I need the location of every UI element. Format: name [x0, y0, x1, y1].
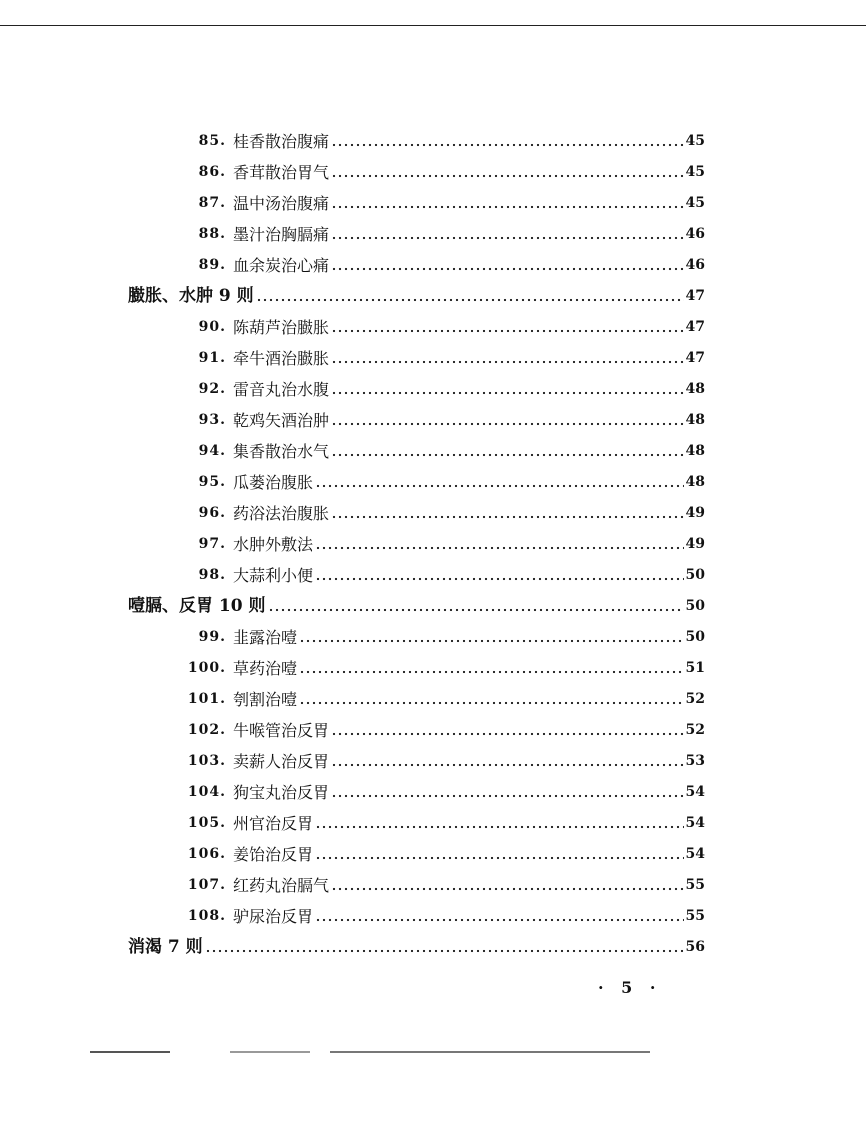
- toc-section: [128, 281, 705, 312]
- toc-entry: [170, 498, 705, 529]
- entry-page: 53: [685, 753, 705, 769]
- entry-number: 86.: [198, 164, 226, 180]
- entry-page: 54: [685, 846, 705, 862]
- entry-page: 48: [685, 381, 705, 397]
- entry-page: 45: [685, 195, 705, 211]
- entry-page: 46: [685, 257, 705, 273]
- entry-number: 97.: [198, 536, 226, 552]
- entry-page: 48: [685, 474, 705, 490]
- dot-leader: [268, 608, 684, 612]
- entry-number: 94.: [198, 443, 226, 459]
- entry-title: 驴尿治反胃: [233, 907, 314, 926]
- entry-number: 106.: [187, 846, 226, 862]
- entry-number: 90.: [198, 319, 226, 335]
- toc-entry: [170, 901, 705, 932]
- toc-entry: [170, 715, 705, 746]
- page-number: · 5 ·: [598, 978, 662, 997]
- dot-leader: [315, 546, 684, 550]
- entry-page: 50: [685, 629, 705, 645]
- toc-entry: [170, 684, 705, 715]
- toc-section: [128, 932, 705, 963]
- toc-entry: [170, 870, 705, 901]
- entry-title: 乾鸡矢酒治肿: [233, 411, 330, 430]
- entry-page: 45: [685, 164, 705, 180]
- toc-entry: [170, 467, 705, 498]
- entry-page: 55: [685, 908, 705, 924]
- entry-number: 85.: [198, 133, 226, 149]
- entry-page: 46: [685, 226, 705, 242]
- entry-number: 100.: [187, 660, 226, 676]
- dot-leader: [331, 391, 684, 395]
- toc-entry: [170, 312, 705, 343]
- dot-leader: [331, 329, 684, 333]
- scan-artifact: [330, 1051, 650, 1053]
- toc-entry: [170, 374, 705, 405]
- entry-number: 108.: [187, 908, 226, 924]
- toc-entry: [170, 777, 705, 808]
- entry-number: 89.: [198, 257, 226, 273]
- toc-entry: [170, 560, 705, 591]
- toc-entry: [170, 126, 705, 157]
- entry-number: 87.: [198, 195, 226, 211]
- dot-leader: [205, 949, 684, 953]
- scan-artifact: [230, 1051, 310, 1053]
- entry-number: 107.: [187, 877, 226, 893]
- dot-leader: [331, 732, 684, 736]
- entry-title: 刳割治噎: [233, 690, 298, 709]
- entry-number: 91.: [198, 350, 226, 366]
- dot-leader: [331, 887, 684, 891]
- entry-page: 51: [685, 660, 705, 676]
- toc-entry: [170, 746, 705, 777]
- entry-page: 48: [685, 412, 705, 428]
- entry-page: 54: [685, 784, 705, 800]
- entry-number: 96.: [198, 505, 226, 521]
- toc-entry: [170, 653, 705, 684]
- dot-leader: [315, 918, 684, 922]
- dot-leader: [299, 701, 684, 705]
- dot-leader: [331, 143, 684, 147]
- entry-title: 狗宝丸治反胃: [233, 783, 330, 802]
- entry-number: 105.: [187, 815, 226, 831]
- entry-title: 温中汤治腹痛: [233, 194, 330, 213]
- entry-title: 大蒜利小便: [233, 566, 314, 585]
- entry-page: 52: [685, 691, 705, 707]
- dot-leader: [331, 515, 684, 519]
- entry-title: 水肿外敷法: [233, 535, 314, 554]
- entry-title: 消渴 7 则: [128, 937, 203, 957]
- toc-entry: [170, 188, 705, 219]
- entry-title: 噎膈、反胃 10 则: [128, 596, 266, 616]
- entry-title: 香茸散治胃气: [233, 163, 330, 182]
- dot-leader: [331, 763, 684, 767]
- entry-title: 血余炭治心痛: [233, 256, 330, 275]
- entry-number: 95.: [198, 474, 226, 490]
- toc-section: [128, 591, 705, 622]
- dot-leader: [315, 856, 684, 860]
- entry-title: 卖薪人治反胃: [233, 752, 330, 771]
- dot-leader: [331, 236, 684, 240]
- entry-page: 49: [685, 536, 705, 552]
- entry-number: 93.: [198, 412, 226, 428]
- entry-number: 103.: [187, 753, 226, 769]
- dot-leader: [331, 360, 684, 364]
- scan-artifact: [90, 1051, 170, 1053]
- entry-page: 48: [685, 443, 705, 459]
- entry-page: 55: [685, 877, 705, 893]
- entry-title: 牵牛酒治臌胀: [233, 349, 330, 368]
- entry-number: 101.: [187, 691, 226, 707]
- entry-page: 52: [685, 722, 705, 738]
- dot-leader: [315, 484, 684, 488]
- entry-number: 104.: [187, 784, 226, 800]
- entry-title: 臌胀、水肿 9 则: [128, 286, 254, 306]
- dot-leader: [315, 577, 684, 581]
- dot-leader: [331, 422, 684, 426]
- entry-page: 54: [685, 815, 705, 831]
- toc-entry: [170, 839, 705, 870]
- entry-page: 45: [685, 133, 705, 149]
- entry-number: 88.: [198, 226, 226, 242]
- entry-title: 草药治噎: [233, 659, 298, 678]
- entry-page: 56: [685, 939, 705, 955]
- dot-leader: [299, 670, 684, 674]
- entry-title: 桂香散治腹痛: [233, 132, 330, 151]
- dot-leader: [299, 639, 684, 643]
- toc-entry: [170, 250, 705, 281]
- dot-leader: [331, 267, 684, 271]
- toc-entry: [170, 157, 705, 188]
- dot-leader: [256, 298, 684, 302]
- entry-page: 47: [685, 288, 705, 304]
- entry-number: 92.: [198, 381, 226, 397]
- entry-number: 99.: [198, 629, 226, 645]
- toc-entry: [170, 343, 705, 374]
- toc-entry: [170, 622, 705, 653]
- entry-page: 49: [685, 505, 705, 521]
- entry-title: 韭露治噎: [233, 628, 298, 647]
- entry-number: 102.: [187, 722, 226, 738]
- dot-leader: [331, 794, 684, 798]
- toc-entry: [170, 529, 705, 560]
- entry-page: 47: [685, 319, 705, 335]
- toc-entry: [170, 436, 705, 467]
- entry-title: 州官治反胃: [233, 814, 314, 833]
- toc-entry: [170, 405, 705, 436]
- dot-leader: [315, 825, 684, 829]
- entry-title: 瓜蒌治腹胀: [233, 473, 314, 492]
- entry-page: 47: [685, 350, 705, 366]
- entry-title: 陈葫芦治臌胀: [233, 318, 330, 337]
- toc-entry: [170, 808, 705, 839]
- entry-title: 集香散治水气: [233, 442, 330, 461]
- entry-title: 姜饴治反胃: [233, 845, 314, 864]
- entry-title: 牛喉管治反胃: [233, 721, 330, 740]
- top-rule: [0, 25, 866, 26]
- dot-leader: [331, 205, 684, 209]
- toc-entry: [170, 219, 705, 250]
- entry-page: 50: [685, 567, 705, 583]
- entry-title: 雷音丸治水腹: [233, 380, 330, 399]
- entry-title: 红药丸治膈气: [233, 876, 330, 895]
- entry-number: 98.: [198, 567, 226, 583]
- entry-title: 墨汁治胸膈痛: [233, 225, 330, 244]
- dot-leader: [331, 453, 684, 457]
- entry-page: 50: [685, 598, 705, 614]
- entry-title: 药浴法治腹胀: [233, 504, 330, 523]
- dot-leader: [331, 174, 684, 178]
